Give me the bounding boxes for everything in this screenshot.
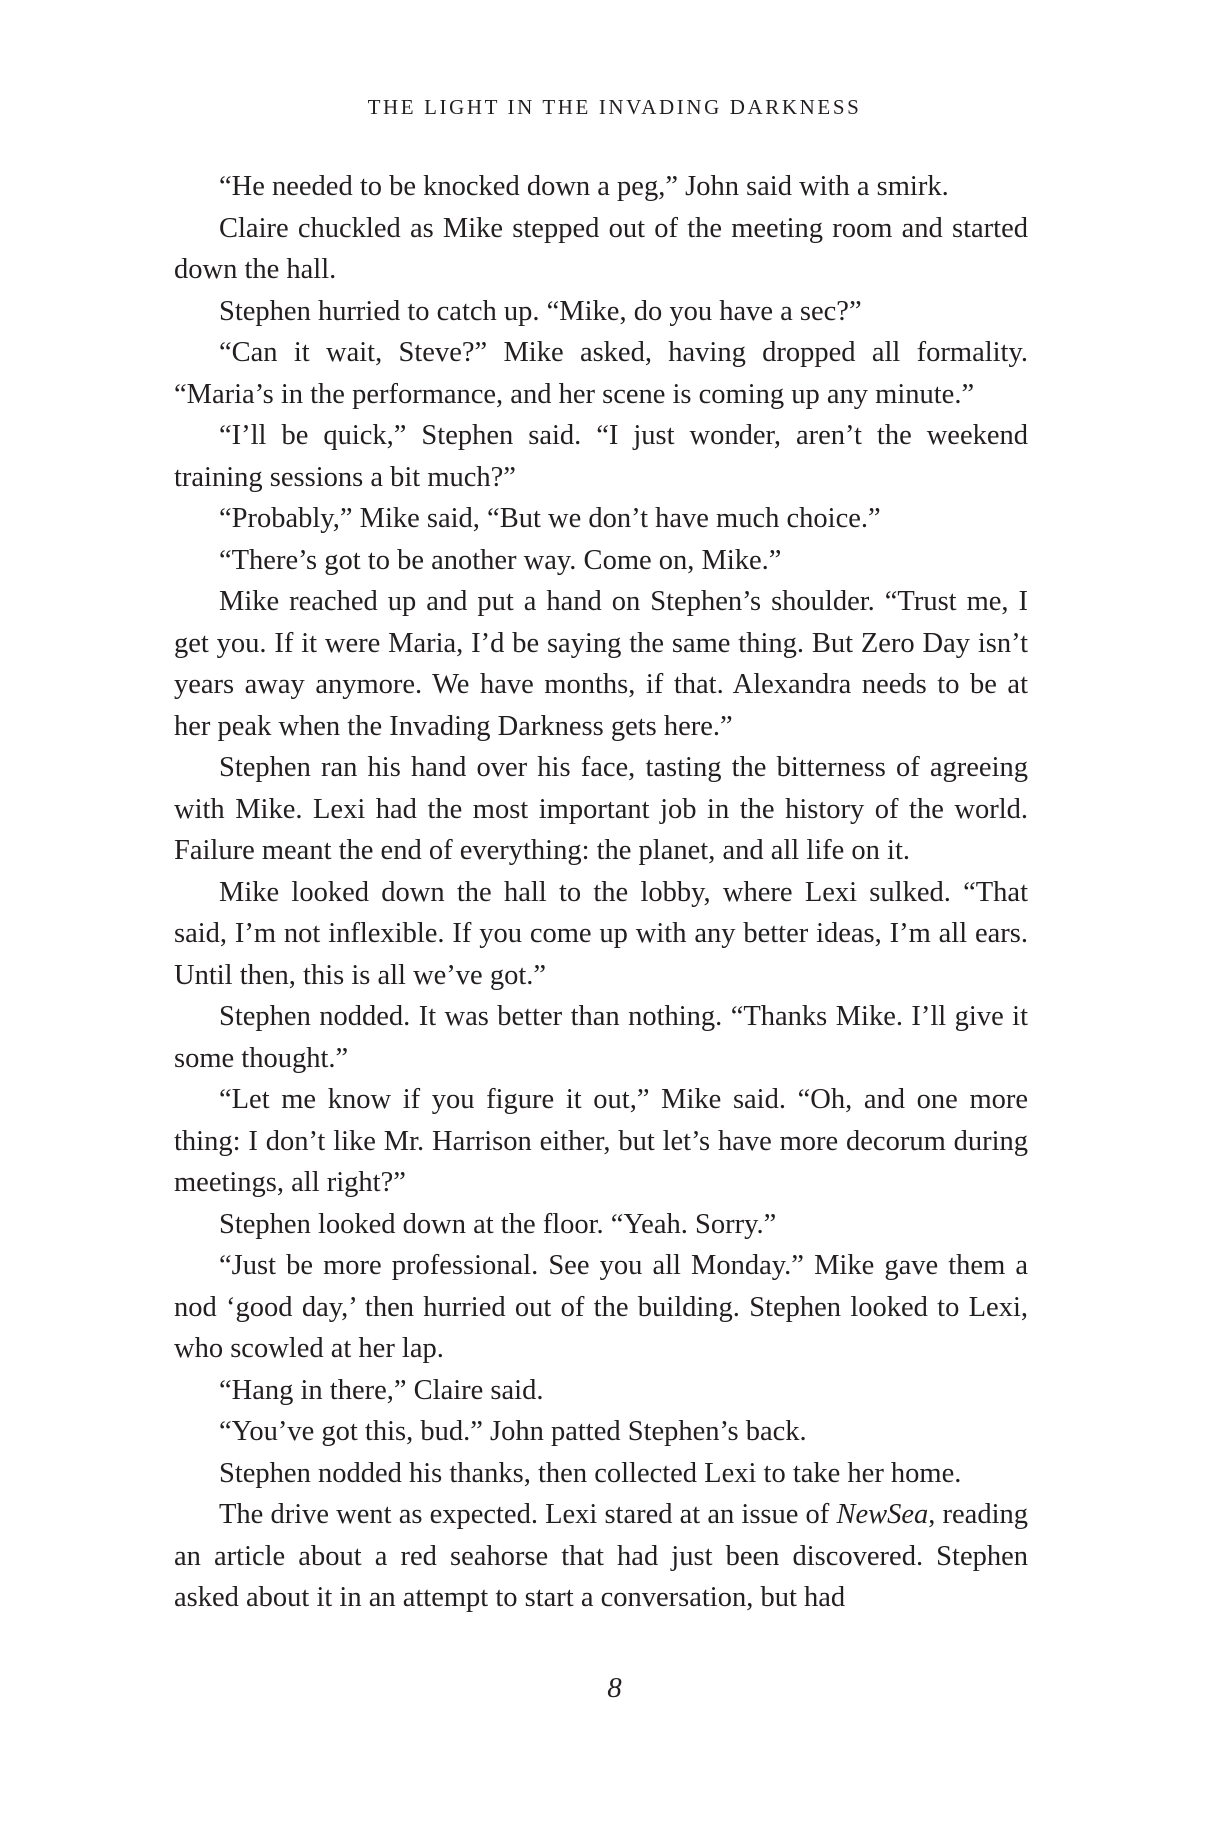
paragraph: “Just be more professional. See you all Monday.” Mike gave them a nod ‘good day,’ then hurried out of the building. Stephen looked to Lexi, who scowled at her lap. xyxy=(174,1250,1028,1364)
paragraph: “Let me know if you figure it out,” Mike said. “Oh, and one more thing: I don’t like Mr. Harrison either, but let’s have more decorum during meetings, all right?” xyxy=(174,1084,1028,1198)
paragraph: Claire chuckled as Mike stepped out of the meeting room and started down the hall. xyxy=(174,212,1028,285)
paragraph: Stephen hurried to catch up. “Mike, do you have a sec?” xyxy=(219,295,862,327)
page-number: 8 xyxy=(607,1672,622,1704)
paragraph: Stephen ran his hand over his face, tasting the bitterness of agreeing with Mike. Lexi had the most important job in the history of the world. Failure meant the end of everything: the planet, and all life on it. xyxy=(174,752,1028,866)
paragraph-text-before: The drive went as expected. Lexi stared at an issue of xyxy=(219,1499,837,1530)
paragraph: “You’ve got this, bud.” John patted Stephen’s back. xyxy=(219,1416,807,1447)
paragraph: “He needed to be knocked down a peg,” John said with a smirk. xyxy=(219,171,949,202)
paragraph: “Can it wait, Steve?” Mike asked, having dropped all formality. “Maria’s in the performance, and her scene is coming up any minute.” xyxy=(174,337,1028,410)
paragraph: “Probably,” Mike said, “But we don’t have much choice.” xyxy=(219,503,881,534)
paragraph: “Hang in there,” Claire said. xyxy=(219,1374,544,1406)
paragraph-last xyxy=(174,1494,1028,1619)
paragraph-text-after: , reading an article about a red seahorse that had just been discovered. Stephen asked about it in an attempt to start a conversation, but had xyxy=(174,1499,1028,1613)
paragraph: Stephen nodded his thanks, then collected Lexi to take her home. xyxy=(219,1457,962,1489)
body-text xyxy=(174,166,1028,1619)
paragraph: “There’s got to be another way. Come on, Mike.” xyxy=(219,544,782,576)
paragraph: Mike looked down the hall to the lobby, where Lexi sulked. “That said, I’m not inflexible. If you come up with any better ideas, I’m all ears. Until then, this is all we’ve got.” xyxy=(174,876,1028,991)
paragraph: “I’ll be quick,” Stephen said. “I just wonder, aren’t the weekend training sessions a bit much?” xyxy=(174,420,1028,493)
paragraph: Mike reached up and put a hand on Stephen’s shoulder. “Trust me, I get you. If it were Maria, I’d be saying the same thing. But Zero Day isn’t years away anymore. We have months, if that. Alexandra needs to be at her peak when the Invading Darkness gets here.” xyxy=(174,586,1028,742)
paragraph: Stephen looked down at the floor. “Yeah. Sorry.” xyxy=(219,1208,777,1240)
running-head: THE LIGHT IN THE INVADING DARKNESS xyxy=(367,95,862,119)
paragraph: Stephen nodded. It was better than nothing. “Thanks Mike. I’ll give it some thought.” xyxy=(174,1001,1028,1074)
magazine-title: NewSea xyxy=(836,1499,929,1530)
